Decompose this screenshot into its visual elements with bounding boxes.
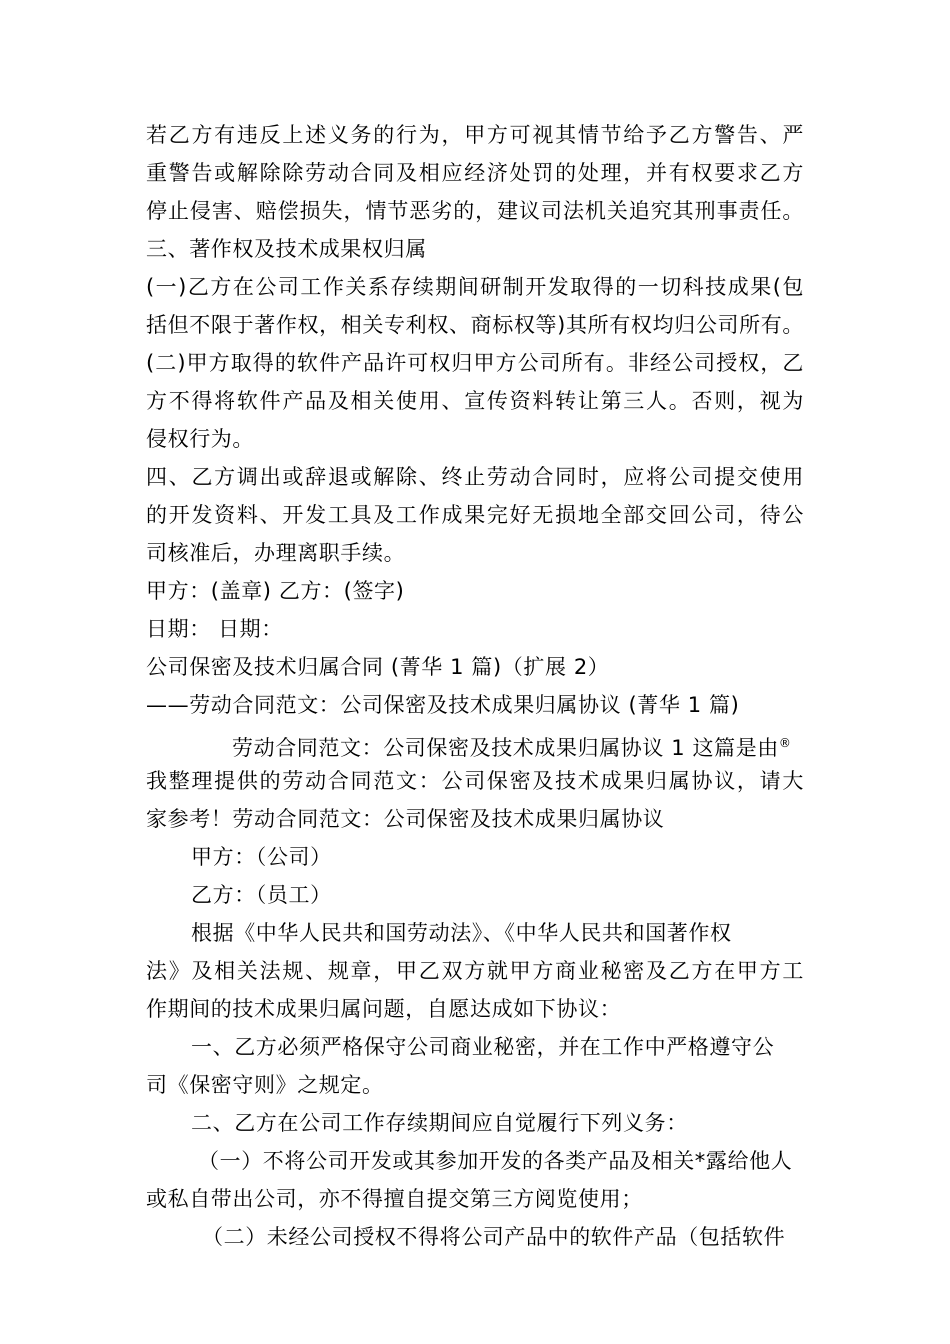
document-title: 公司保密及技术归属合同 (菁华 1 篇)（扩展 2） [146,655,610,679]
text-line: 方不得将软件产品及相关使用、宣传资料转让第三人。否则，视为 [146,389,804,413]
text-line: 的开发资料、开发工具及工作成果完好无损地全部交回公司，待公 [146,503,804,527]
text-line: 司核准后，办理离职手续。 [146,541,406,565]
text-line: 若乙方有违反上述义务的行为，甲方可视其情节给予乙方警告、严 [146,123,804,147]
text-line: (一)乙方在公司工作关系存续期间研制开发取得的一切科技成果(包 [146,275,804,299]
text-line: （二）未经公司授权不得将公司产品中的软件产品（包括软件 [202,1225,786,1249]
text-line: 侵权行为。 [146,427,254,451]
signature-line: 甲方：(盖章) 乙方：(签字) [146,579,405,603]
text-line: 一、乙方必须严格保守公司商业秘密，并在工作中严格遵守公 [191,1035,775,1059]
text-line: 四、乙方调出或辞退或解除、终止劳动合同时，应将公司提交使用 [146,465,804,489]
text-line: 停止侵害、赔偿损失，情节恶劣的，建议司法机关追究其刑事责任。 [146,199,804,223]
text-line: 我整理提供的劳动合同范文：公司保密及技术成果归属协议，请大 [146,769,804,793]
registered-mark: ® [778,736,792,750]
text-line: 二、乙方在公司工作存续期间应自觉履行下列义务： [191,1111,688,1135]
party-b-line: 乙方：（员工） [191,883,332,907]
text-line: 作期间的技术成果归属问题，自愿达成如下协议： [146,997,622,1021]
text-line: 家参考！劳动合同范文：公司保密及技术成果归属协议 [146,807,665,831]
text-line: 司《保密守则》之规定。 [146,1073,384,1097]
intro-line [232,730,792,761]
text-line: 括但不限于著作权，相关专利权、商标权等)其所有权均归公司所有。 [146,313,804,337]
text-line: 法》及相关法规、规章，甲乙双方就甲方商业秘密及乙方在甲方工 [146,959,804,983]
text-line: 重警告或解除除劳动合同及相应经济处罚的处理，并有权要求乙方 [146,161,804,185]
party-a-line: 甲方：（公司） [191,845,332,869]
text-line: 或私自带出公司，亦不得擅自提交第三方阅览使用； [146,1187,643,1211]
section-heading: 三、著作权及技术成果权归属 [146,237,427,261]
text-line: (二)甲方取得的软件产品许可权归甲方公司所有。非经公司授权，乙 [146,351,804,375]
text-line: 根据《中华人民共和国劳动法》、《中华人民共和国著作权 [191,921,732,945]
intro-line-text: 劳动合同范文：公司保密及技术成果归属协议 1 这篇是由 [232,736,779,760]
date-line: 日期： 日期： [146,617,283,641]
text-line: （一）不将公司开发或其参加开发的各类产品及相关*露给他人 [198,1149,793,1173]
document-subtitle: ——劳动合同范文：公司保密及技术成果归属协议 (菁华 1 篇) [146,693,740,717]
